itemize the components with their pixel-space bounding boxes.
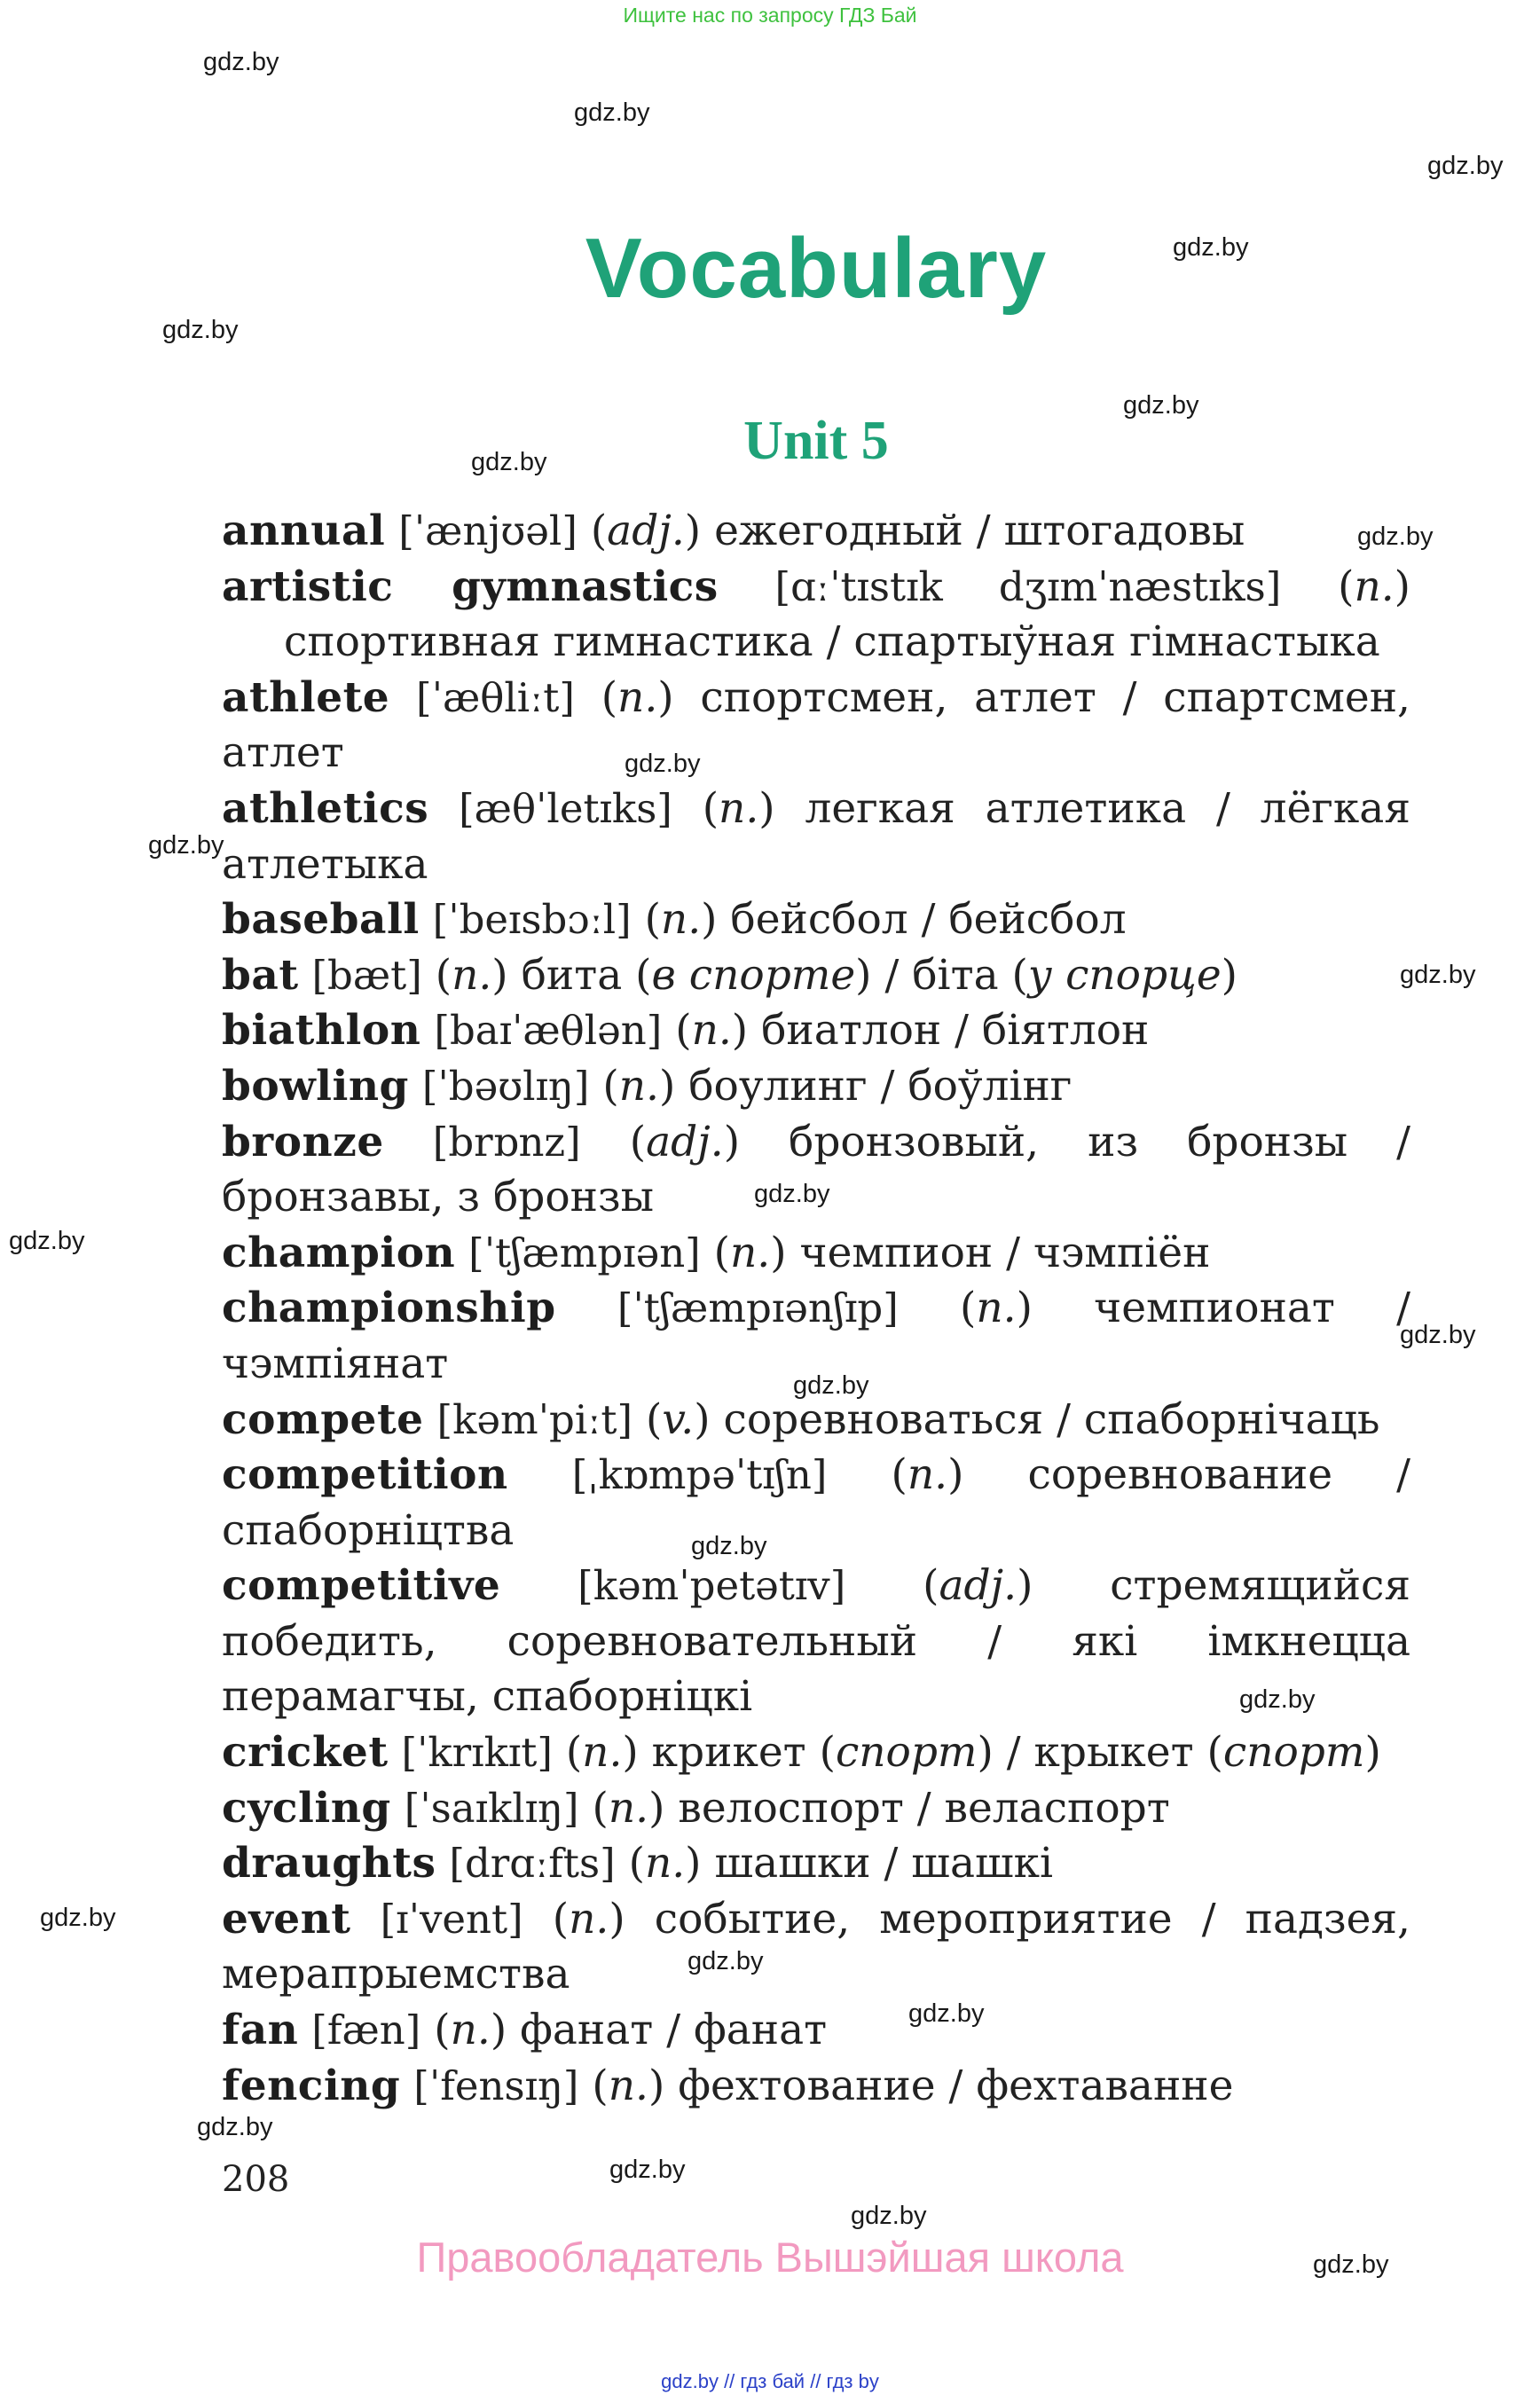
headword: draughts	[222, 1839, 436, 1889]
part-of-speech: adj.	[607, 507, 685, 555]
translation: событие, мероприятие / падзея, мерапрыемства	[222, 1894, 1410, 1999]
entry-biathlon: biathlon [baɪˈæθlən] (n.) биатлон / біятлон	[222, 1006, 1150, 1056]
translation: чемпионат / чэмпіянат	[222, 1284, 1410, 1388]
transcription: [drɑːfts]	[449, 1840, 616, 1888]
headword: cricket	[222, 1728, 389, 1778]
page-title: Vocabulary	[585, 221, 1048, 316]
entry-fan: fan [fæn] (n.) фанат / фанат	[222, 2006, 828, 2055]
entry-continuation	[222, 615, 1410, 671]
translation: шашки / шашкі	[714, 1839, 1054, 1889]
translation: стремящийся победить, соревновательный / які імкнецца перамагчы, спаборніцкі	[222, 1561, 1410, 1722]
watermark: gdz.by	[1400, 1321, 1476, 1349]
transcription: [ˌkɒmpəˈtɪʃn]	[571, 1451, 828, 1499]
transcription: [ˈbeɪsbɔːl]	[432, 896, 632, 944]
part-of-speech: n.	[644, 1839, 686, 1889]
translation: соревнование / спаборніцтва	[222, 1450, 1411, 1555]
headword: bat	[222, 950, 299, 1000]
entry-bat: bat [bæt] (n.) бита (в спорте) / біта (у спорце)	[222, 950, 1238, 1000]
transcription: [kəmˈpetətɪv]	[578, 1562, 846, 1610]
headword: fencing	[222, 2061, 401, 2110]
translation: велоспорт / веласпорт	[678, 1783, 1170, 1833]
transcription: [ɑːˈtɪstɪk dʒɪmˈnæstɪks]	[774, 562, 1282, 610]
part-of-speech: n.	[719, 783, 759, 833]
headword: athletics	[222, 783, 429, 833]
vocabulary-list	[222, 504, 1410, 2114]
part-of-speech: v.	[662, 1394, 695, 1444]
watermark: gdz.by	[471, 448, 547, 476]
entry-baseball: baseball [ˈbeɪsbɔːl] (n.) бейсбол / бейсбол	[222, 895, 1127, 945]
watermark: gdz.by	[197, 2113, 273, 2141]
part-of-speech: adj.	[939, 1561, 1018, 1611]
entry-artistic-gymnastics: artistic gymnastics [ɑːˈtɪstɪk dʒɪmˈnæstɪks] (n.)	[222, 561, 1410, 611]
transcription: [ˈænjʊəl]	[398, 507, 578, 554]
translation: біта	[912, 950, 999, 1000]
entry-competition: competition [ˌkɒmpəˈtɪʃn] (n.) соревнование / спаборніцтва	[222, 1450, 1411, 1555]
transcription: [æθˈletɪks]	[459, 784, 672, 832]
transcription: [ˈtʃæmpɪənʃɪp]	[617, 1284, 899, 1332]
watermark: gdz.by	[793, 1371, 869, 1400]
usage-note: спорт	[1222, 1728, 1365, 1778]
headword: annual	[222, 507, 386, 555]
part-of-speech: n.	[976, 1284, 1017, 1333]
usage-note: спорт	[835, 1728, 978, 1778]
entry-fencing: fencing [ˈfensɪŋ] (n.) фехтование / фехтаванне	[222, 2061, 1234, 2110]
headword: biathlon	[222, 1006, 421, 1056]
translation: соревноваться / спаборнічаць	[723, 1394, 1380, 1444]
translation: фехтование / фехтаванне	[678, 2061, 1234, 2110]
transcription: [kəmˈpiːt]	[436, 1395, 633, 1443]
watermark: gdz.by	[9, 1227, 85, 1255]
translation: бронзовый, из бронзы / бронзавы, з бронзы	[222, 1117, 1410, 1222]
entry-event: event [ɪˈvent] (n.) событие, мероприятие / падзея, мерапрыемства	[222, 1894, 1410, 1999]
entry-championship: championship [ˈtʃæmpɪənʃɪp] (n.) чемпионат / чэмпіянат	[222, 1284, 1410, 1388]
watermark: gdz.by	[691, 1532, 767, 1560]
part-of-speech: n.	[608, 1783, 649, 1833]
transcription: [ˈkrɪkɪt]	[401, 1729, 553, 1777]
headword: athlete	[222, 672, 390, 722]
transcription: [bæt]	[311, 951, 422, 999]
part-of-speech: adj.	[646, 1117, 724, 1166]
watermark: gdz.by	[203, 48, 279, 76]
headword: fan	[222, 2006, 299, 2055]
watermark: gdz.by	[851, 2202, 927, 2230]
translation: боулинг / боўлінг	[688, 1061, 1072, 1111]
watermark: gdz.by	[908, 1999, 985, 2028]
watermark: gdz.by	[1239, 1685, 1316, 1714]
headword: bowling	[222, 1061, 409, 1111]
part-of-speech: n.	[569, 1894, 609, 1944]
translation: легкая атлетика / лёгкая атлетыка	[222, 783, 1410, 889]
top-banner: Ищите нас по запросу ГДЗ Бай	[623, 4, 917, 27]
entry-annual: annual [ˈænjʊəl] (adj.) ежегодный / штогадовы	[222, 507, 1245, 555]
headword: competition	[222, 1450, 508, 1500]
translation: чемпион / чэмпіён	[799, 1228, 1211, 1277]
part-of-speech: n.	[691, 1006, 732, 1056]
translation: спортивная гимнастика / спартыўная гімнастыка	[284, 617, 1380, 667]
entry-bowling: bowling [ˈbəʊlɪŋ] (n.) боулинг / боўлінг	[222, 1061, 1072, 1111]
copyright-notice: Правообладатель Вышэйшая школа	[416, 2234, 1124, 2281]
watermark: gdz.by	[40, 1904, 116, 1932]
part-of-speech: n.	[608, 2061, 648, 2110]
usage-note: у спорце	[1027, 950, 1222, 1000]
translation: крикет	[651, 1728, 806, 1778]
footer-links[interactable]: gdz.by // гдз бай // гдз by	[661, 2370, 879, 2392]
entry-champion: champion [ˈtʃæmpɪən] (n.) чемпион / чэмпіён	[222, 1228, 1211, 1277]
transcription: [ˈsaɪklɪŋ]	[404, 1784, 579, 1832]
transcription: [ˈæθliːt]	[416, 673, 575, 721]
headword: competitive	[222, 1561, 501, 1611]
transcription: [ˈtʃæmpɪən]	[468, 1229, 701, 1276]
headword: bronze	[222, 1117, 384, 1166]
headword: event	[222, 1894, 351, 1944]
translation: спортсмен, атлет / спартсмен, атлет	[222, 672, 1410, 778]
transcription: [fæn]	[311, 2006, 421, 2054]
watermark: gdz.by	[1173, 233, 1249, 262]
watermark: gdz.by	[1427, 152, 1504, 180]
entry-competitive: competitive [kəmˈpetətɪv] (adj.) стремящийся победить, соревновательный / які імкнецца перамагчы, спаборніцкі	[222, 1561, 1410, 1722]
entry-bronze: bronze [brɒnz] (adj.) бронзовый, из бронзы / бронзавы, з бронзы	[222, 1117, 1410, 1222]
watermark: gdz.by	[1400, 961, 1476, 989]
headword: artistic gymnastics	[222, 561, 719, 611]
translation: фанат / фанат	[520, 2006, 828, 2055]
part-of-speech: n.	[730, 1228, 771, 1277]
headword: championship	[222, 1284, 556, 1333]
watermark: gdz.by	[162, 316, 239, 344]
transcription: [ˈfensɪŋ]	[413, 2061, 579, 2109]
headword: compete	[222, 1394, 424, 1444]
entry-athletics: athletics [æθˈletɪks] (n.) легкая атлетика / лёгкая атлетыка	[222, 783, 1410, 889]
headword: baseball	[222, 895, 420, 945]
watermark: gdz.by	[609, 2156, 686, 2184]
entry-athlete: athlete [ˈæθliːt] (n.) спортсмен, атлет / спартсмен, атлет	[222, 672, 1410, 778]
transcription: [baɪˈæθlən]	[434, 1007, 663, 1055]
watermark: gdz.by	[754, 1180, 830, 1208]
usage-note: в спорте	[651, 950, 856, 1000]
part-of-speech: n.	[1354, 561, 1395, 611]
headword: cycling	[222, 1783, 391, 1833]
entry-compete: compete [kəmˈpiːt] (v.) соревноваться / спаборнічаць	[222, 1394, 1380, 1444]
translation: крыкет	[1033, 1728, 1194, 1778]
transcription: [ˈbəʊlɪŋ]	[421, 1062, 590, 1110]
translation: бита	[521, 950, 623, 1000]
watermark: gdz.by	[1357, 522, 1434, 551]
translation: ежегодный / штогадовы	[714, 507, 1245, 555]
part-of-speech: n.	[618, 1061, 659, 1111]
entry-cricket: cricket [ˈkrɪkɪt] (n.) крикет (спорт) / крыкет (спорт)	[222, 1728, 1381, 1778]
watermark: gdz.by	[688, 1947, 764, 1975]
part-of-speech: n.	[452, 950, 492, 1000]
watermark: gdz.by	[1123, 391, 1199, 420]
watermark: gdz.by	[1313, 2250, 1389, 2279]
watermark: gdz.by	[574, 98, 650, 127]
translation: бейсбол / бейсбол	[730, 895, 1127, 945]
entry-draughts: draughts [drɑːfts] (n.) шашки / шашкі	[222, 1839, 1054, 1889]
watermark: gdz.by	[148, 831, 224, 860]
part-of-speech: n.	[450, 2006, 491, 2055]
part-of-speech: n.	[907, 1450, 948, 1500]
transcription: [ɪˈvent]	[380, 1895, 523, 1943]
transcription: [brɒnz]	[432, 1118, 581, 1166]
page-number: 208	[222, 2159, 290, 2200]
part-of-speech: n.	[582, 1728, 623, 1778]
part-of-speech: n.	[660, 895, 702, 945]
translation: биатлон / біятлон	[761, 1006, 1150, 1056]
headword: champion	[222, 1228, 456, 1277]
unit-title: Unit 5	[743, 411, 889, 471]
part-of-speech: n.	[617, 672, 658, 722]
entry-cycling: cycling [ˈsaɪklɪŋ] (n.) велоспорт / веласпорт	[222, 1783, 1170, 1833]
watermark: gdz.by	[625, 750, 701, 778]
